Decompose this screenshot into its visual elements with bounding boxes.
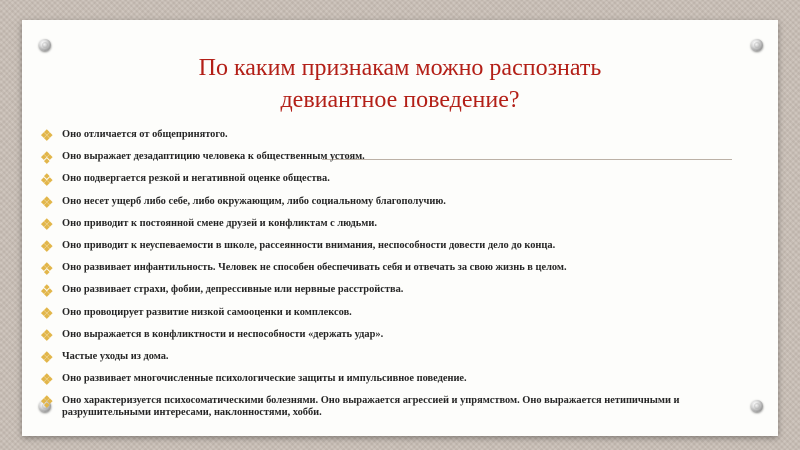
four-diamond-bullet-icon <box>42 352 52 362</box>
list-item-text: Оно провоцирует развитие низкой самооценки и комплексов. <box>62 306 352 318</box>
four-diamond-bullet-icon <box>42 130 52 140</box>
list-item <box>36 129 736 151</box>
bullet-list <box>36 129 736 418</box>
list-item-text: Оно приводит к неуспеваемости в школе, рассеянности внимания, неспособности довести дело до конца. <box>62 239 556 251</box>
list-item <box>36 351 736 373</box>
four-diamond-bullet-icon <box>42 308 52 318</box>
list-item <box>36 240 736 262</box>
list-item <box>36 173 736 195</box>
list-item-text: Оно развивает страхи, фобии, депрессивные или нервные расстройства. <box>62 284 404 296</box>
list-item <box>36 307 736 329</box>
list-item <box>36 151 736 173</box>
list-item-text: Оно развивает инфантильность. Человек не способен обеспечивать себя и отвечать за свою жизнь в целом. <box>62 262 567 274</box>
four-diamond-bullet-icon <box>42 152 52 162</box>
four-diamond-bullet-icon <box>42 396 52 406</box>
list-item <box>36 196 736 218</box>
four-diamond-bullet-icon <box>42 219 52 229</box>
list-item-text: Оно развивает многочисленные психологические защиты и импульсивное поведение. <box>62 373 467 385</box>
four-diamond-bullet-icon <box>42 174 52 184</box>
slide-title-line: девиантное поведение? <box>280 87 520 113</box>
slide-card <box>22 20 778 436</box>
pushpin-icon <box>39 39 51 51</box>
slide-title <box>22 52 778 116</box>
list-item-text: Оно приводит к постоянной смене друзей и конфликтам с людьми. <box>62 217 377 229</box>
four-diamond-bullet-icon <box>42 374 52 384</box>
list-item <box>36 218 736 240</box>
four-diamond-bullet-icon <box>42 197 52 207</box>
four-diamond-bullet-icon <box>42 330 52 340</box>
slide-title-line: По каким признакам можно распознать <box>198 55 602 81</box>
list-item <box>36 329 736 351</box>
list-item-text: Частые уходы из дома. <box>62 350 169 362</box>
list-item-text: Оно подвергается резкой и негативной оценке общества. <box>62 173 330 185</box>
four-diamond-bullet-icon <box>42 285 52 295</box>
list-item-text: Оно выражает дезадаптицию человека к общественным устоям. <box>62 151 365 163</box>
list-item <box>36 373 736 395</box>
pushpin-icon <box>751 400 763 412</box>
list-item-text: Оно характеризуется психосоматическими болезнями. Оно выражается агрессией и упрямством. Оно выражается нетипичными и разрушительными интересами, наклонностями, хобби. <box>62 395 680 418</box>
four-diamond-bullet-icon <box>42 263 52 273</box>
four-diamond-bullet-icon <box>42 241 52 251</box>
pushpin-icon <box>751 39 763 51</box>
list-item-text: Оно выражается в конфликтности и неспособности «держать удар». <box>62 328 384 340</box>
list-item-text: Оно отличается от общепринятого. <box>62 129 228 140</box>
list-item <box>36 284 736 306</box>
list-item-text: Оно несет ущерб либо себе, либо окружающим, либо социальному благополучию. <box>62 195 446 207</box>
list-item <box>36 395 702 418</box>
list-item <box>36 262 736 284</box>
